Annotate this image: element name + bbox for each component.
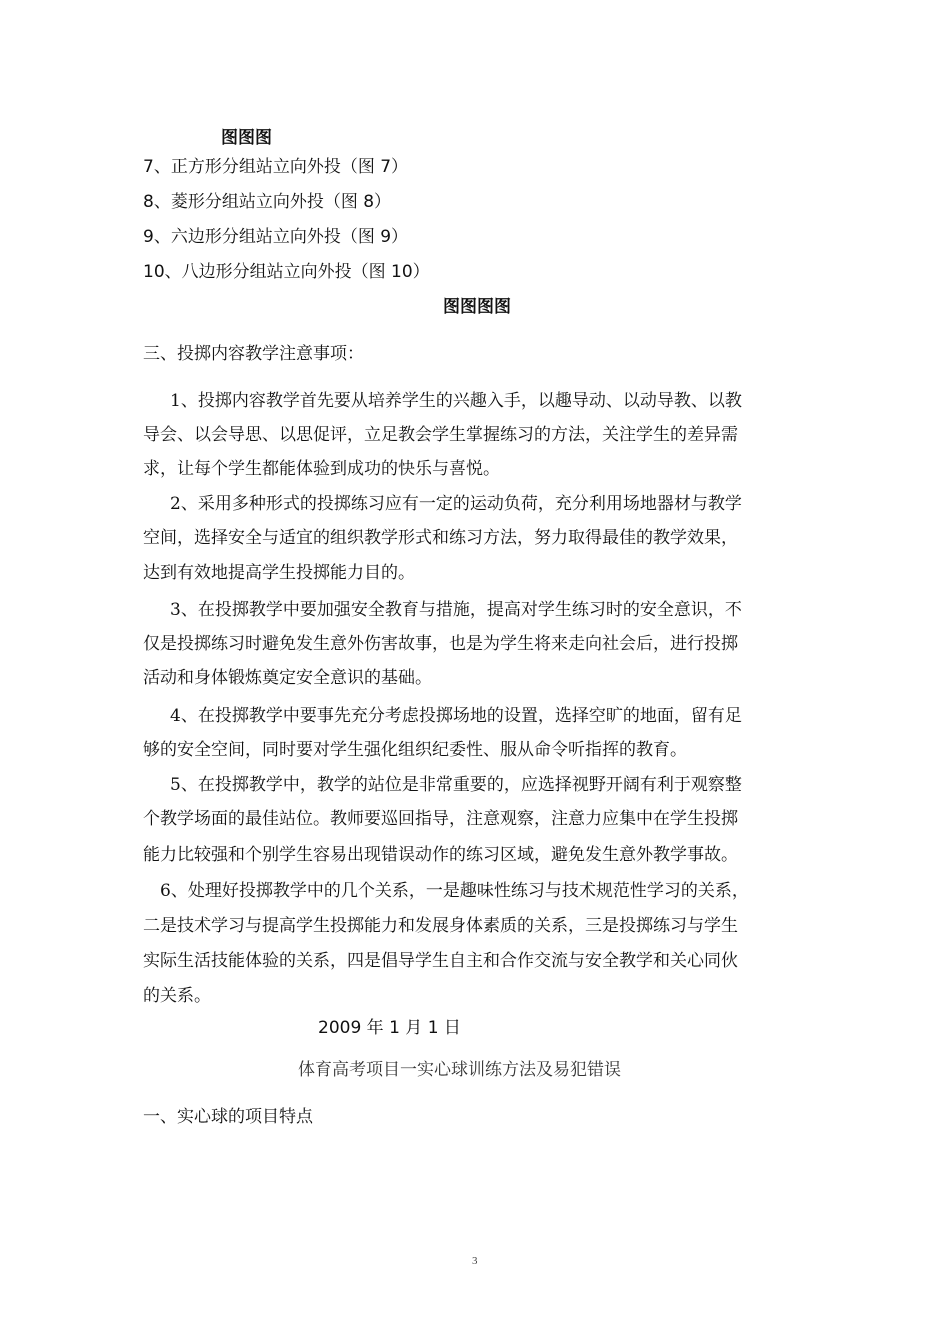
figure-label-mid: 图图图图 <box>443 297 511 317</box>
list-item: 8、菱形分组站立向外投（图 8） <box>143 192 392 212</box>
page-number: 3 <box>472 1255 478 1267</box>
paragraph-line: 1、投掷内容教学首先要从培养学生的兴趣入手，以趣导动、以动导教、以教 <box>170 391 742 411</box>
paragraph-line: 3、在投掷教学中要加强安全教育与措施，提高对学生练习时的安全意识，不 <box>170 600 742 620</box>
article-title: 体育高考项目一实心球训练方法及易犯错误 <box>298 1060 621 1080</box>
paragraph-line: 仅是投掷练习时避免发生意外伤害故事，也是为学生将来走向社会后，进行投掷 <box>143 634 738 654</box>
paragraph-line: 导会、以会导思、以思促评，立足教会学生掌握练习的方法，关注学生的差异需 <box>143 425 738 445</box>
paragraph-line: 6、处理好投掷教学中的几个关系，一是趣味性练习与技术规范性学习的关系， <box>160 881 749 901</box>
paragraph-line: 二是技术学习与提高学生投掷能力和发展身体素质的关系，三是投掷练习与学生 <box>143 916 738 936</box>
paragraph-line: 活动和身体锻炼奠定安全意识的基础。 <box>143 668 432 688</box>
paragraph-line: 4、在投掷教学中要事先充分考虑投掷场地的设置，选择空旷的地面，留有足 <box>170 706 742 726</box>
list-item: 9、六边形分组站立向外投（图 9） <box>143 227 409 247</box>
paragraph-line: 够的安全空间，同时要对学生强化组织纪委性、服从命令听指挥的教育。 <box>143 740 687 760</box>
list-item: 7、正方形分组站立向外投（图 7） <box>143 157 409 177</box>
paragraph-line: 个教学场面的最佳站位。教师要巡回指导，注意观察，注意力应集中在学生投掷 <box>143 809 738 829</box>
paragraph-line: 5、在投掷教学中，教学的站位是非常重要的，应选择视野开阔有利于观察整 <box>170 775 742 795</box>
section-heading: 一、实心球的项目特点 <box>143 1107 313 1127</box>
list-item: 10、八边形分组站立向外投（图 10） <box>143 262 430 282</box>
paragraph-line: 2、采用多种形式的投掷练习应有一定的运动负荷，充分利用场地器材与教学 <box>170 494 742 514</box>
section-heading: 三、投掷内容教学注意事项： <box>143 344 364 364</box>
paragraph-line: 能力比较强和个别学生容易出现错误动作的练习区域，避免发生意外教学事故。 <box>143 845 738 865</box>
paragraph-line: 达到有效地提高学生投掷能力目的。 <box>143 563 415 583</box>
paragraph-line: 求，让每个学生都能体验到成功的快乐与喜悦。 <box>143 459 500 479</box>
figure-label-top: 图图图 <box>221 128 272 148</box>
paragraph-line: 实际生活技能体验的关系，四是倡导学生自主和合作交流与安全教学和关心同伙 <box>143 951 738 971</box>
date: 2009 年 1 月 1 日 <box>318 1018 461 1038</box>
paragraph-line: 空间，选择安全与适宜的组织教学形式和练习方法，努力取得最佳的教学效果， <box>143 528 738 548</box>
paragraph-line: 的关系。 <box>143 986 211 1006</box>
